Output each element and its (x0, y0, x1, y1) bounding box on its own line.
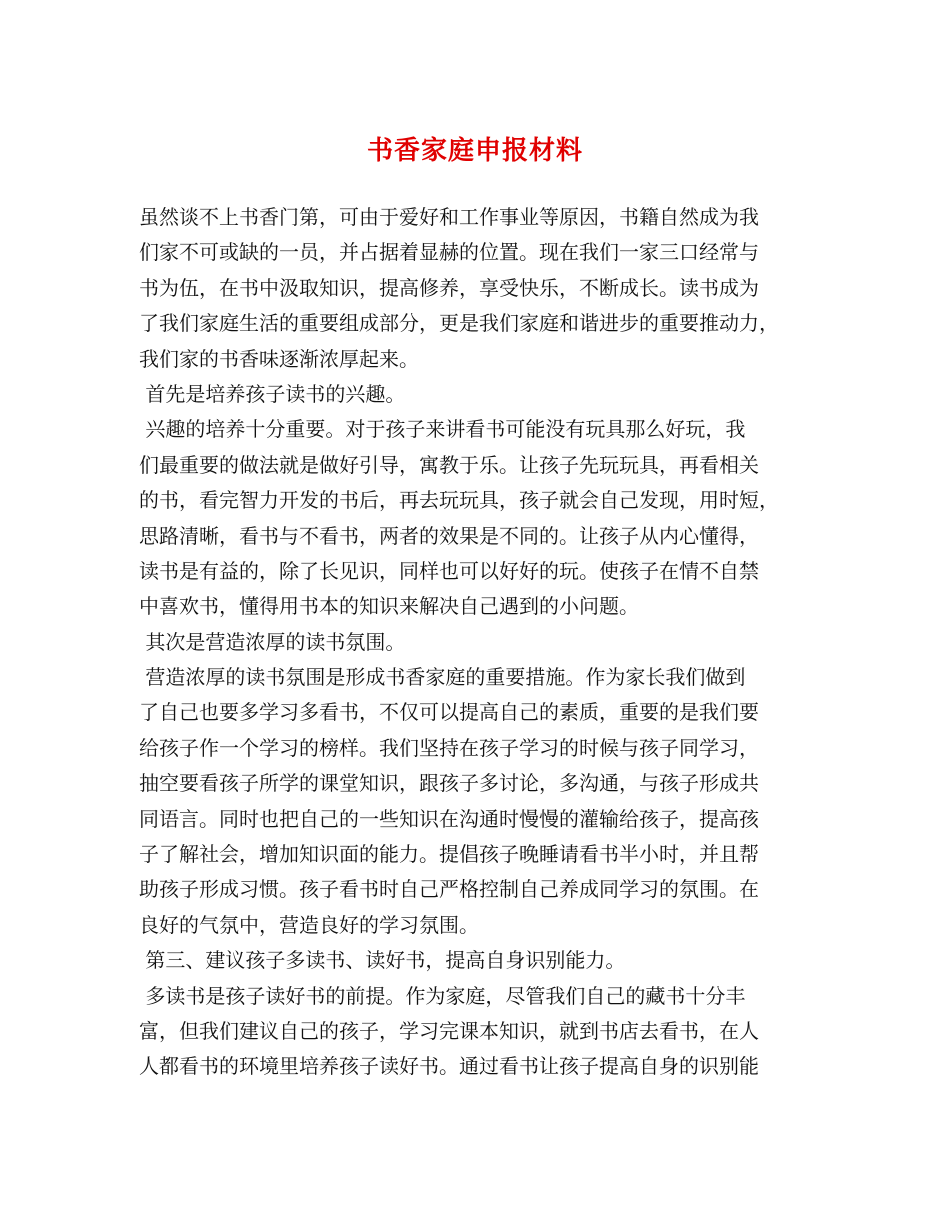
body-line: 同语言。同时也把自己的一些知识在沟通时慢慢的灌输给孩子，提高孩 (139, 806, 759, 831)
body-line: 第三、建议孩子多读书、读好书，提高自身识别能力。 (139, 948, 626, 973)
body-line: 给孩子作一个学习的榜样。我们坚持在孩子学习的时候与孩子同学习， (139, 735, 759, 760)
body-line: 我们家的书香味逐渐浓厚起来。 (139, 346, 419, 371)
body-line: 其次是营造浓厚的读书氛围。 (139, 629, 406, 654)
body-line: 了自己也要多学习多看书，不仅可以提高自己的素质，重要的是我们要 (139, 700, 759, 725)
body-line: 了我们家庭生活的重要组成部分，更是我们家庭和谐进步的重要推动力， (139, 311, 779, 336)
body-line: 虽然谈不上书香门第，可由于爱好和工作事业等原因，书籍自然成为我 (139, 205, 759, 229)
body-line: 思路清晰，看书与不看书，两者的效果是不同的。让孩子从内心懂得， (139, 523, 759, 548)
body-line: 抽空要看孩子所学的课堂知识，跟孩子多讨论，多沟通，与孩子形成共 (139, 771, 759, 796)
body-line: 们家不可或缺的一员，并占据着显赫的位置。现在我们一家三口经常与 (139, 240, 759, 265)
body-line: 书为伍，在书中汲取知识，提高修养，享受快乐，不断成长。读书成为 (139, 275, 759, 300)
body-line: 读书是有益的，除了长见识，同样也可以好好的玩。使孩子在情不自禁 (139, 558, 759, 583)
body-line: 的书，看完智力开发的书后，再去玩玩具，孩子就会自己发现，用时短， (139, 488, 779, 513)
body-line: 富，但我们建议自己的孩子，学习完课本知识，就到书店去看书，在人 (139, 1018, 759, 1043)
body-line: 兴趣的培养十分重要。对于孩子来讲看书可能没有玩具那么好玩，我 (139, 417, 746, 442)
body-line: 营造浓厚的读书氛围是形成书香家庭的重要措施。作为家长我们做到 (139, 665, 746, 690)
body-line: 人都看书的环境里培养孩子读好书。通过看书让孩子提高自身的识别能 (139, 1054, 759, 1079)
body-line: 们最重要的做法就是做好引导，寓教于乐。让孩子先玩玩具，再看相关 (139, 452, 759, 477)
document-title: 书香家庭申报材料 (366, 136, 583, 166)
body-line: 首先是培养孩子读书的兴趣。 (139, 381, 406, 406)
body-line: 助孩子形成习惯。孩子看书时自己严格控制自己养成同学习的氛围。在 (139, 877, 759, 902)
body-line: 子了解社会，增加知识面的能力。提倡孩子晚睡请看书半小时，并且帮 (139, 842, 759, 867)
body-line: 多读书是孩子读好书的前提。作为家庭，尽管我们自己的藏书十分丰 (139, 983, 746, 1008)
document-body (139, 200, 834, 1085)
body-line: 中喜欢书，懂得用书本的知识来解决自己遇到的小问题。 (139, 594, 639, 619)
body-line: 良好的气氛中，营造良好的学习氛围。 (139, 912, 479, 937)
